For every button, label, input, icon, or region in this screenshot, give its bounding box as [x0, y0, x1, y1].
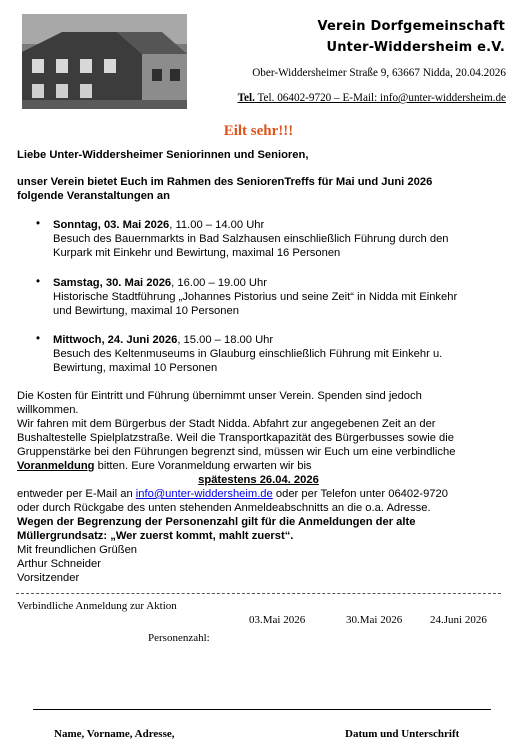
intro-line-2: folgende Veranstaltungen an — [17, 190, 170, 202]
email-line-pre: entweder per E-Mail an — [17, 488, 136, 500]
pre-registration-term: Voranmeldung — [17, 460, 95, 472]
event-description: Historische Stadtführung „Johannes Pistorius und seine Zeit“ in Nidda mit Einkehr — [53, 291, 458, 303]
costs-line-1: Die Kosten für Eintritt und Führung übernimmt unser Verein. Spenden sind jedoch — [17, 390, 422, 402]
event-description: Kurpark mit Einkehr und Bewirtung, maximal 16 Personen — [53, 247, 341, 259]
event-time: , 11.00 – 14.00 Uhr — [169, 219, 265, 231]
urgent-notice: Eilt sehr!!! — [223, 123, 294, 139]
event-date: Samstag, 30. Mai 2026 — [53, 277, 172, 289]
event-description: Besuch des Keltenmuseums in Glauburg einschließlich Führung mit Einkehr u. — [53, 348, 443, 360]
closing: Mit freundlichen Grüßen — [17, 544, 138, 556]
address-date-line: Ober-Widdersheimer Straße 9, 63667 Nidda, 20.04.2026 — [252, 67, 506, 79]
contact-line — [238, 92, 506, 104]
event-time: , 15.00 – 18.00 Uhr — [177, 334, 274, 346]
bullet-icon: • — [36, 333, 41, 345]
village-photo — [22, 14, 187, 109]
event-date: Sonntag, 03. Mai 2026 — [53, 219, 170, 231]
date-signature-label: Datum und Unterschrift — [345, 728, 460, 740]
bullet-icon: • — [36, 276, 41, 288]
cut-line — [16, 593, 501, 594]
bus-line-4 — [17, 460, 312, 474]
bus-line-2: Bushaltestelle Spielplatzstraße. Weil die Transportkapazität des Bürgerbusses sowie die — [17, 432, 454, 444]
event-description: Besuch des Bauernmarkts in Bad Salzhausen einschließlich Führung durch den — [53, 233, 449, 245]
event-item — [53, 218, 503, 260]
bullet-icon: • — [36, 218, 41, 230]
bus-line-1: Wir fahren mit dem Bürgerbus der Stadt Nidda. Abfahrt zur angegebenen Zeit an der — [17, 418, 436, 430]
deadline: spätestens 26.04. 2026 — [198, 474, 319, 486]
signature-line — [33, 709, 491, 710]
event-item — [53, 333, 503, 375]
limit-line-1: Wegen der Begrenzung der Personenzahl gilt für die Anmeldungen der alte — [17, 516, 416, 528]
date-option-3[interactable]: 24.Juni 2026 — [430, 614, 487, 626]
form-title: Verbindliche Anmeldung zur Aktion — [17, 600, 177, 612]
signer-name: Arthur Schneider — [17, 558, 101, 570]
email-link[interactable]: info@unter-widdersheim.de — [135, 488, 273, 500]
return-line: oder durch Rückgabe des unten stehenden Anmeldeabschnitts an die o.a. Adresse. — [17, 502, 431, 514]
signer-role: Vorsitzender — [17, 572, 80, 584]
date-option-1[interactable]: 03.Mai 2026 — [249, 614, 306, 626]
tel-email-text: Tel. 06402-9720 – E-Mail: info@unter-widdersheim.de — [254, 92, 506, 104]
tel-label: Tel. — [237, 92, 255, 104]
limit-line-2: Müllergrundsatz: „Wer zuerst kommt, mahlt zuerst“. — [17, 530, 294, 542]
bus-line-4-rest: bitten. Eure Voranmeldung erwarten wir bis — [94, 460, 312, 472]
event-time: , 16.00 – 19.00 Uhr — [171, 277, 267, 289]
event-description: und Bewirtung, maximal 10 Personen — [53, 305, 239, 317]
club-name-line1: Verein Dorfgemeinschaft — [317, 19, 505, 34]
email-line — [17, 488, 448, 502]
persons-label: Personenzahl: — [148, 632, 210, 644]
costs-line-2: willkommen. — [17, 404, 79, 416]
event-description: Bewirtung, maximal 10 Personen — [53, 362, 218, 374]
name-address-label: Name, Vorname, Adresse, — [54, 728, 175, 740]
event-item — [53, 276, 503, 318]
event-date: Mittwoch, 24. Juni 2026 — [53, 334, 178, 346]
intro-line-1: unser Verein bietet Euch im Rahmen des SeniorenTreffs für Mai und Juni 2026 — [17, 176, 433, 188]
club-name-line2: Unter-Widdersheim e.V. — [326, 40, 505, 55]
date-option-2[interactable]: 30.Mai 2026 — [346, 614, 403, 626]
club-name — [317, 16, 505, 58]
bus-line-3: Gruppenstärke bei den Führungen begrenzt sind, müssen wir Euch um eine verbindliche — [17, 446, 456, 458]
greeting: Liebe Unter-Widdersheimer Seniorinnen und Senioren, — [17, 149, 309, 161]
email-line-post: oder per Telefon unter 06402-9720 — [272, 488, 448, 500]
